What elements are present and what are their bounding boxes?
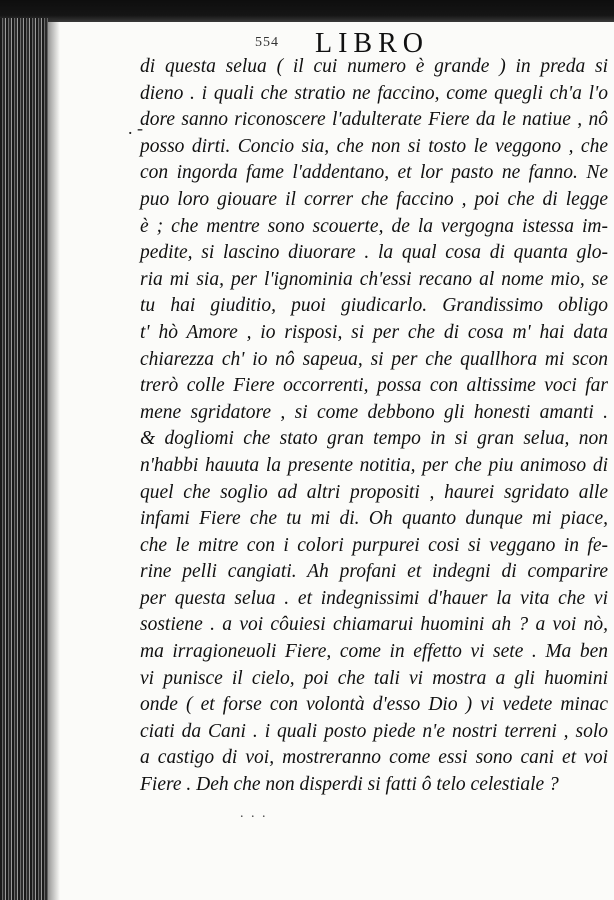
text-line: ma irragioneuoli Fiere, come in effetto vi sete . Ma ben [140, 641, 608, 663]
signature-mark: . . . [240, 806, 268, 821]
text-line: che le mitre con i colori purpurei cosi si veggano in fe- [140, 534, 608, 556]
text-line: infami Fiere che tu mi di. Oh quanto dunque mi piace, [140, 508, 608, 530]
text-line: quel che soglio ad altri propositi , haurei sgridato alle [140, 481, 608, 503]
page-number: 554 [255, 35, 279, 50]
text-line: con ingorda fame l'addentano, et lor pasto ne fanno. Ne [140, 162, 608, 184]
text-line: Fiere . Deh che non disperdi si fatti ô telo celestiale ? [140, 774, 559, 796]
text-line: dore sanno riconoscere l'adulterate Fiere da le natiue , nô [140, 109, 608, 131]
text-line: t' hò Amore , io risposi, si per che di cosa m' hai data [140, 321, 608, 343]
text-line: tu hai giuditio, puoi giudicarlo. Grandissimo obligo [140, 295, 608, 317]
running-head: LIBRO [315, 28, 429, 59]
text-line: trerò colle Fiere occorrenti, possa con altissime voci far [140, 375, 608, 397]
text-line: vi punisce il cielo, poi che tali vi mostra a gli huomini [140, 667, 608, 689]
text-line: puo loro giouare il correr che faccino , poi che di legge [140, 188, 608, 210]
text-line: dieno . i quali che stratio ne faccino, come quegli ch'a l'o [140, 82, 608, 104]
scan-top-edge [0, 0, 614, 22]
text-line: onde ( et forse con volontà d'esso Dio ) vi vedete minac [140, 694, 608, 716]
text-line: & dogliomi che stato gran tempo in si gran selua, non [140, 428, 608, 450]
text-line: mene sgridatore , si come debbono gli honesti amanti . [140, 401, 608, 423]
text-line: chiarezza ch' io nô sapeua, si per che quallhora mi scon [140, 348, 608, 370]
text-line: a castigo di voi, mostreranno come essi sono cani et voi [140, 747, 608, 769]
text-line: sostiene . a voi côuiesi chiamarui huomini ah ? a voi nò, [140, 614, 608, 636]
margin-mark: . - [128, 118, 143, 138]
text-line: pedite, si lascino diuorare . la qual cosa di quanta glo- [140, 242, 608, 264]
text-line: ciati da Cani . i quali posto piede n'e nostri terreni , solo [140, 720, 608, 742]
text-line: è ; che mentre sono scouerte, de la vergogna istessa im- [140, 215, 608, 237]
text-line: di questa selua ( il cui numero è grande ) in preda si [140, 56, 608, 77]
binding-shadow [46, 18, 60, 900]
text-line: ria mi sia, per l'ignominia ch'essi recano al nome mio, se [140, 268, 608, 290]
text-line: rine pelli cangiati. Ah profani et indegni di comparire [140, 561, 608, 583]
text-line: n'habbi hauuta la presente notitia, per che piu animoso di [140, 454, 608, 476]
text-line: per questa selua . et indegnissimi d'hauer la vita che vi [140, 587, 608, 609]
body-text [140, 54, 608, 799]
text-line: posso dirti. Concio sia, che non si tosto le veggono , che [140, 135, 608, 157]
book-binding [0, 18, 48, 900]
